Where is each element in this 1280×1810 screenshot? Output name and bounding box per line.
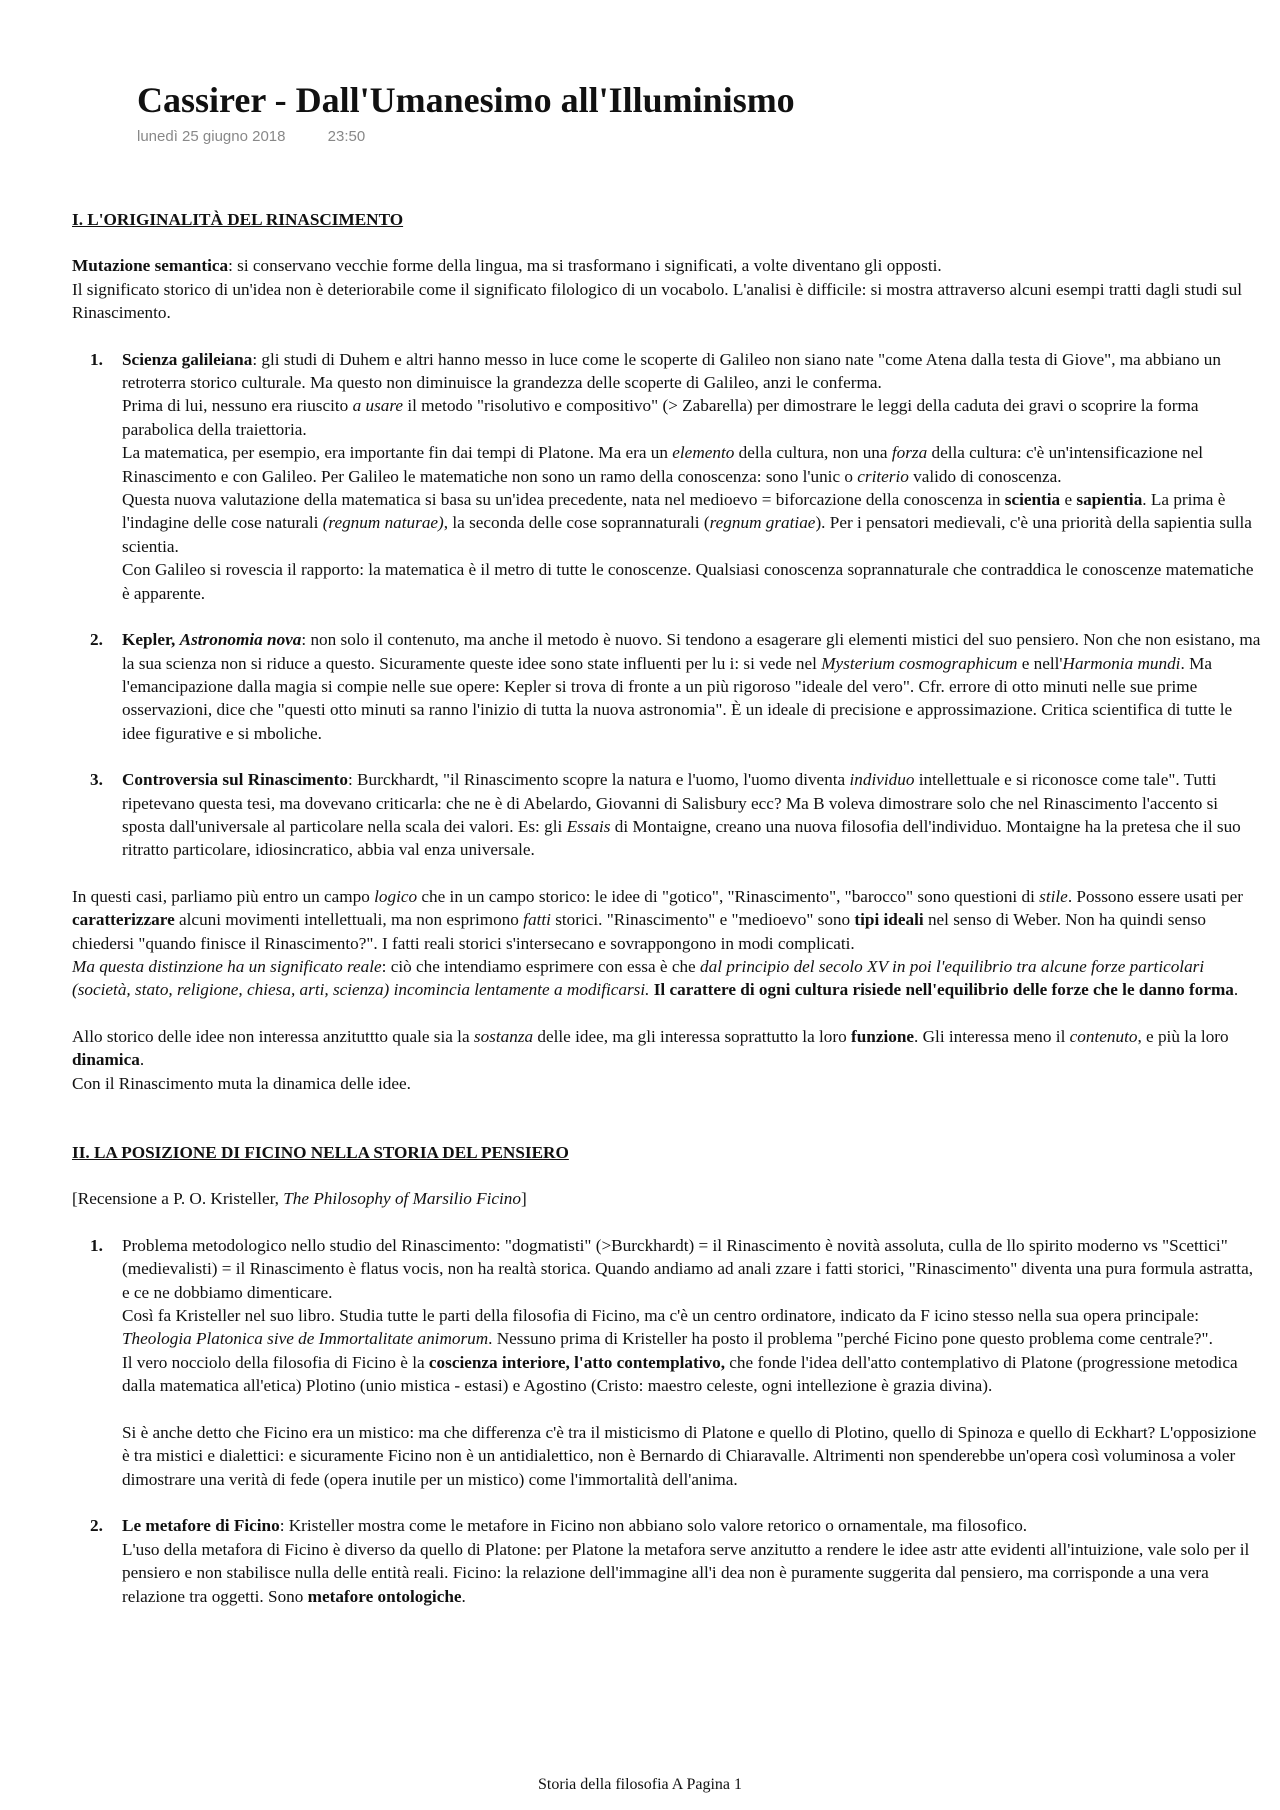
list-item (72, 768, 1264, 862)
paragraph: Controversia sul Rinascimento: Burckhardt, "il Rinascimento scopre la natura e l'uomo, l'uomo diventa individuo intellettuale e si riconosce come tale". Tutti ripetevano questa tesi, ma dovevano criticarla: che ne è di Abelardo, Giovanni di Salisbury ecc? Ma B voleva dimostrare solo che nel Rinascimento l'accento si sposta dall'universale al particolare nella scala dei valori. Es: gli Essais di Montaigne, creano una nuova filosofia dell'individuo. Montaigne ha la pretesa che il suo ritratto particolare, idiosincratico, abbia val enza universale. (122, 770, 1241, 860)
section1-list (72, 348, 1264, 862)
paragraph: Le metafore di Ficino: Kristeller mostra come le metafore in Ficino non abbiano solo valore retorico o ornamentale, ma filosofico. (122, 1516, 1028, 1536)
page-title: Cassirer - Dall'Umanesimo all'Illuminismo (137, 80, 795, 120)
note-date: lunedì 25 giugno 2018 (137, 128, 286, 145)
list-number: 2. (90, 1516, 103, 1536)
paragraph: Con Galileo si rovescia il rapporto: la matematica è il metro di tutte le conoscenze. Qualsiasi conoscenza soprannaturale che contraddica le conoscenze matematiche è apparente. (122, 560, 1254, 603)
section2-list (72, 1234, 1264, 1608)
list-number: 2. (90, 630, 103, 650)
section1-closing2 (72, 1025, 1264, 1095)
page-footer: Storia della filosofia A Pagina 1 (538, 1776, 742, 1793)
list-number: 3. (90, 770, 103, 790)
list-item (72, 628, 1264, 745)
note-time: 23:50 (327, 128, 366, 145)
paragraph (122, 1398, 1264, 1421)
section1-intro (72, 254, 1264, 324)
paragraph: Kepler, Astronomia nova: non solo il contenuto, ma anche il metodo è nuovo. Si tendono a esagerare gli elementi mistici del suo pensiero. Non che non esistano, ma la sua scienza non si riduce a questo. Sicuramente queste idee sono state influenti per lu i: si vede nel Mysterium cosmographicum e nell'Harmonia mundi. Ma l'emancipazione dalla magia si compie nelle sue opere: Kepler si trova di fronte a un più rigoroso "ideale del vero". Cfr. errore di otto minuti nelle sue prime osservazioni, dice che "questi otto minuti sa ranno l'inizio di tutta la nuova astronomia". È un ideale di precisione e approssimazione. Critica scientifica di tutte le idee figurative e si mboliche. (122, 630, 1261, 743)
paragraph: Si è anche detto che Ficino era un mistico: ma che differenza c'è tra il misticismo di Platone e quello di Plotino, quello di Spinoza e quello di Eckhart? L'opposizione è tra mistici e dialettici: e sicuramente Ficino non è un antidialettico, non è Bernardo di Chiaravalle. Altrimenti non spenderebbe un'opera così voluminosa a voler dimostrare una verità di fede (opera inutile per un mistico) come l'immortalità dell'anima. (122, 1423, 1257, 1489)
section2-subtitle (72, 1187, 1264, 1210)
paragraph: Con il Rinascimento muta la dinamica delle idee. (72, 1073, 411, 1093)
paragraph: Problema metodologico nello studio del Rinascimento: "dogmatisti" (>Burckhardt) = il Rinascimento è novità assoluta, culla de llo spirito moderno vs "Scettici" (medievalisti) = il Rinascimento è flatus vocis, non ha realtà storica. Quando andiamo ad anali zzare i fatti storici, "Rinascimento" diventa una pura formula astratta, e ce ne dobbiamo dimenticare. (122, 1235, 1253, 1302)
list-item (72, 1514, 1264, 1608)
paragraph: Così fa Kristeller nel suo libro. Studia tutte le parti della filosofia di Ficino, ma c'è un centro ordinatore, indicato da F icino stesso nella sua opera principale: Theologia Platonica sive de Immortalitate animorum. Nessuno prima di Kristeller ha posto il problema "perché Ficino pone questo problema come centrale?". (122, 1306, 1213, 1349)
paragraph: Allo storico delle idee non interessa anzituttto quale sia la sostanza delle idee, ma gli interessa soprattutto la loro funzione. Gli interessa meno il contenuto, e più la loro dinamica. (72, 1026, 1229, 1070)
paragraph: Scienza galileiana: gli studi di Duhem e altri hanno messo in luce come le scoperte di Galileo non siano nate "come Atena dalla testa di Giove", ma abbiano un retroterra storico culturale. Ma questo non diminuisce la grandezza delle scoperte di Galileo, anzi le conferma. (122, 349, 1221, 393)
paragraph: L'uso della metafora di Ficino è diverso da quello di Platone: per Platone la metafora serve anzitutto a rendere le idee astr atte evidenti all'intuizione, vale solo per il pensiero e non stabilisce nulla delle entità reali. Ficino: la relazione dell'immagine all'i dea non è puramente suggerita dal pensiero, ma corrisponde a una vera relazione tra oggetti. Sono metafore ontologiche. (122, 1539, 1250, 1606)
note-meta (137, 128, 365, 145)
paragraph: Ma questa distinzione ha un significato reale: ciò che intendiamo esprimere con essa è che dal principio del secolo XV in poi l'equilibrio tra alcune forze particolari (società, stato, religione, chiesa, arti, scienza) incomincia lentamente a modificarsi. Il carattere di ogni cultura risiede nell'equilibrio delle forze che le danno forma. (72, 956, 1239, 1000)
paragraph: La matematica, per esempio, era importante fin dai tempi di Platone. Ma era un elemento della cultura, non una forza della cultura: c'è un'intensificazione nel Rinascimento e con Galileo. Per Galileo le matematiche non sono un ramo della conoscenza: sono l'unic o criterio valido di conoscenza. (122, 443, 1203, 486)
paragraph: Il significato storico di un'idea non è deteriorabile come il significato filologico di un vocabolo. L'analisi è difficile: si mostra attraverso alcuni esempi tratti dagli studi sul Rinascimento. (72, 279, 1243, 323)
section1-closing (72, 885, 1264, 1002)
paragraph: Questa nuova valutazione della matematica si basa su un'idea precedente, nata nel medioevo = biforcazione della conoscenza in scientia e sapientia. La prima è l'indagine delle cose naturali (regnum naturae), la seconda delle cose soprannaturali (regnum gratiae). Per i pensatori medievali, c'è una priorità della sapientia sulla scientia. (122, 490, 1252, 556)
list-number: 1. (90, 1235, 103, 1255)
list-number: 1. (90, 349, 103, 369)
list-item (72, 348, 1264, 605)
note-body (72, 208, 1264, 1608)
list-item (72, 1234, 1264, 1491)
section-heading: II. LA POSIZIONE DI FICINO NELLA STORIA DEL PENSIERO (72, 1143, 569, 1162)
paragraph: [Recensione a P. O. Kristeller, The Philosophy of Marsilio Ficino] (72, 1189, 527, 1209)
paragraph: Mutazione semantica: si conservano vecchie forme della lingua, ma si trasformano i significati, a volte diventano gli opposti. (72, 256, 942, 276)
section-heading: I. L'ORIGINALITÀ DEL RINASCIMENTO (72, 210, 404, 229)
paragraph: In questi casi, parliamo più entro un campo logico che in un campo storico: le idee di "gotico", "Rinascimento", "barocco" sono questioni di stile. Possono essere usati per caratterizzare alcuni movimenti intellettuali, ma non esprimono fatti storici. "Rinascimento" e "medioevo" sono tipi ideali nel senso di Weber. Non ha quindi senso chiedersi "quando finisce il Rinascimento?". I fatti reali storici s'intersecano e sovrappongono in modi complicati. (72, 886, 1244, 953)
paragraph: Il vero nocciolo della filosofia di Ficino è la coscienza interiore, l'atto contemplativo, che fonde l'idea dell'atto contemplativo di Platone (progressione metodica dalla matematica all'etica) Plotino (unio mistica - estasi) e Agostino (Cristo: maestro celeste, ogni intellezione è grazia divina). (122, 1352, 1238, 1396)
paragraph: Prima di lui, nessuno era riuscito a usare il metodo "risolutivo e compositivo" (> Zabarella) per dimostrare le leggi della caduta dei gravi o scoprire la forma parabolica della traiettoria. (122, 396, 1199, 439)
